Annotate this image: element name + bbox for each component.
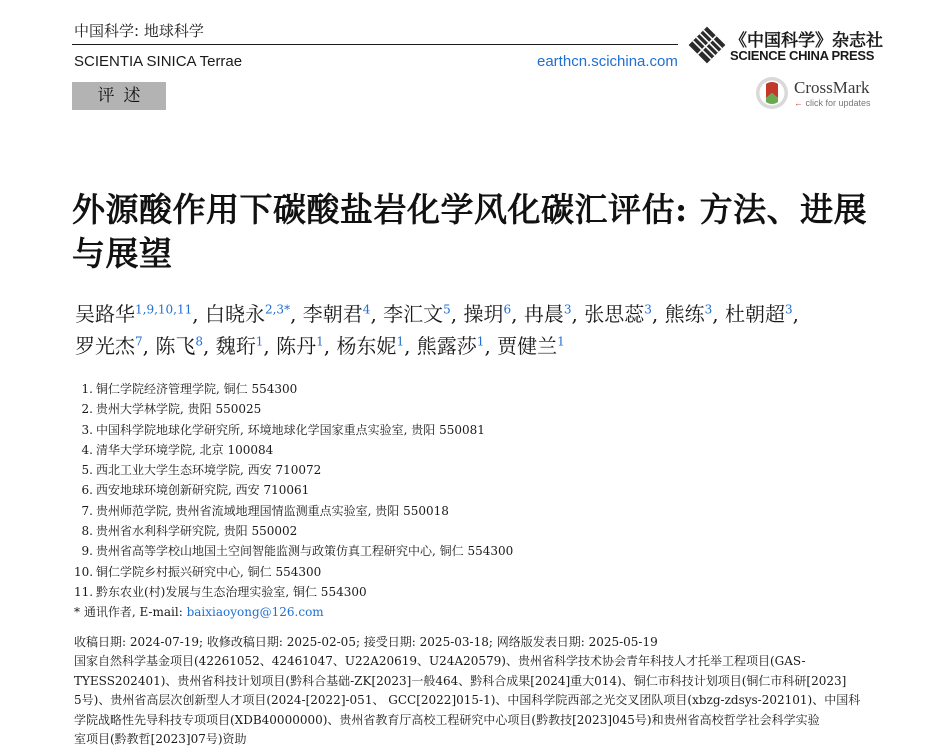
- author: [303, 302, 371, 326]
- header-divider: [72, 44, 678, 45]
- corresponding-author: [74, 602, 634, 622]
- author-affiliation-ref[interactable]: 3: [784, 302, 793, 317]
- author: [75, 302, 192, 326]
- affiliation-item: [74, 562, 634, 582]
- article-type-badge: 评述: [72, 82, 166, 110]
- affiliation-item: [74, 399, 634, 419]
- author: [155, 334, 203, 358]
- author-separator: ,: [712, 302, 725, 326]
- affiliation-list: [74, 379, 634, 623]
- affiliation-item: [74, 501, 634, 521]
- affiliation-number: 8.: [81, 524, 93, 539]
- affiliation-item: [74, 440, 634, 460]
- affiliation-item: [74, 480, 634, 500]
- affiliation-item: [74, 460, 634, 480]
- affiliation-number: 3.: [81, 422, 93, 437]
- author-name: 李汇文: [383, 302, 444, 326]
- journal-name-cn: 中国科学: 地球科学: [74, 22, 204, 40]
- author: [205, 302, 290, 326]
- author-affiliation-ref[interactable]: 1: [255, 334, 264, 349]
- affiliation-text: 西安地球环境创新研究院, 西安 710061: [96, 483, 310, 498]
- author: [75, 334, 143, 358]
- affiliation-text: 贵州省高等学校山地国土空间智能监测与政策仿真工程研究中心, 铜仁 554300: [96, 544, 514, 559]
- crossmark-label: CrossMark: [794, 78, 870, 97]
- author-separator: ,: [571, 302, 585, 326]
- author-affiliation-ref[interactable]: 1: [557, 334, 565, 349]
- affiliation-item: [74, 420, 634, 440]
- corresponding-email-link[interactable]: baixiaoyong@126.com: [186, 605, 324, 620]
- author: [216, 334, 264, 358]
- affiliation-text: 黔东农业(村)发展与生态治理实验室, 铜仁 554300: [96, 584, 367, 599]
- corresponding-label: * 通讯作者, E-mail:: [74, 605, 187, 620]
- crossmark-button[interactable]: [755, 74, 875, 114]
- author: [584, 302, 652, 326]
- publisher-name-en: SCIENCE CHINA PRESS: [730, 48, 875, 63]
- affiliation-number: 1.: [81, 382, 93, 396]
- journal-url-link[interactable]: earthcn.scichina.com: [537, 53, 678, 70]
- author-name: 陈飞: [155, 334, 196, 358]
- author-affiliation-ref[interactable]: 1: [396, 334, 405, 349]
- funding-line: 学院战略性先导科技专项项目(XDB40000000)、贵州省教育厅高校工程研究中心项目(黔教技[2023]045号)和贵州省高校哲学社会科学实验: [74, 712, 820, 727]
- author-separator: ,: [323, 334, 337, 358]
- article-title: 外源酸作用下碳酸盐岩化学风化碳汇评估: 方法、进展与展望: [72, 190, 868, 273]
- affiliation-text: 贵州大学林学院, 贵阳 550025: [96, 402, 262, 417]
- author: [665, 302, 713, 326]
- author-separator: ,: [142, 334, 156, 358]
- article-dates: 收稿日期: 2024-07-19; 收修改稿日期: 2025-02-05; 接受日期: 2025-03-18; 网络版发表日期: 2025-05-19: [74, 635, 658, 649]
- author-name: 冉晨: [523, 302, 564, 326]
- funding-line: TYESS202401)、贵州省科技计划项目(黔科合基础-ZK[2023]一般464、黔科合成果[2024]重大014)、铜仁市科技计划项目(铜仁市科研[2023]: [74, 673, 847, 688]
- author: [276, 334, 324, 358]
- author-name: 张思蕊: [584, 302, 645, 326]
- author: [524, 302, 572, 326]
- author-separator: ,: [290, 302, 303, 326]
- affiliation-text: 铜仁学院经济管理学院, 铜仁 554300: [96, 382, 298, 396]
- affiliation-number: 10.: [74, 564, 94, 579]
- author-separator: ,: [192, 302, 205, 326]
- publisher-brand[interactable]: [688, 24, 883, 68]
- author-name: 操玥: [463, 302, 504, 326]
- author-name: 吴路华: [75, 302, 135, 326]
- author-separator: ,: [450, 302, 464, 326]
- author-affiliation-ref[interactable]: 3: [563, 302, 572, 317]
- crossmark-sub-text: click for updates: [805, 98, 871, 108]
- author-affiliation-ref[interactable]: 3: [644, 302, 652, 317]
- author-separator: ,: [511, 302, 524, 326]
- author-affiliation-ref[interactable]: 1: [476, 334, 485, 349]
- affiliation-number: 5.: [81, 463, 93, 478]
- crossmark-sublabel: ← click for updates: [794, 98, 871, 108]
- author-separator: ,: [203, 334, 216, 358]
- author-name: 杜朝超: [724, 302, 785, 326]
- affiliation-text: 贵州师范学院, 贵州省流域地理国情监测重点实验室, 贵阳 550018: [96, 503, 449, 518]
- author-name: 陈丹: [276, 334, 317, 358]
- affiliation-item: [74, 541, 634, 561]
- publisher-name-cn: 《中国科学》杂志社: [730, 31, 883, 51]
- journal-name-en: SCIENTIA SINICA Terrae: [74, 53, 243, 70]
- affiliation-text: 贵州省水利科学研究院, 贵阳 550002: [96, 524, 298, 539]
- author: [497, 334, 565, 358]
- author: [725, 302, 793, 326]
- affiliation-number: 2.: [81, 402, 93, 417]
- affiliation-number: 4.: [81, 442, 93, 457]
- funding-line: 国家自然科学基金项目(42261052、42461047、U22A20619、U24A20579)、贵州省科学技术协会青年科技人才托举工程项目(GAS-: [74, 654, 806, 668]
- author-name: 贾健兰: [497, 334, 558, 358]
- author-name: 白晓永: [204, 302, 265, 326]
- affiliation-item: [74, 379, 634, 399]
- author-name: 熊练: [664, 302, 705, 326]
- affiliation-text: 清华大学环境学院, 北京 100084: [96, 442, 274, 457]
- affiliation-text: 西北工业大学生态环境学院, 西安 710072: [96, 463, 322, 478]
- author-affiliation-ref[interactable]: 1,9,10,11: [135, 302, 193, 317]
- affiliation-text: 铜仁学院乡村振兴研究中心, 铜仁 554300: [96, 564, 322, 579]
- author-affiliation-ref[interactable]: 6: [503, 302, 512, 317]
- author-affiliation-ref[interactable]: 4: [362, 302, 371, 317]
- author-affiliation-ref[interactable]: 3: [704, 302, 713, 317]
- author-separator: ,: [404, 334, 417, 358]
- funding-line: 室项目(黔教哲[2023]07号)资助: [74, 732, 247, 747]
- author-separator: ,: [370, 302, 384, 326]
- affiliation-number: 11.: [74, 584, 94, 599]
- funding-line: 5号)、贵州省高层次创新型人才项目(2024-[2022]-051、 GCC[2022]015-1)、中国科学院西部之光交叉团队项目(xbzg-zdsys-202101)、中国科: [74, 693, 861, 708]
- author: [464, 302, 512, 326]
- author-separator: ,: [263, 334, 277, 358]
- author-name: 李朝君: [302, 302, 363, 326]
- affiliation-item: [74, 582, 634, 602]
- author: [383, 302, 451, 326]
- affiliation-item: [74, 521, 634, 541]
- author-separator: ,: [484, 334, 498, 358]
- author: [336, 334, 404, 358]
- author-affiliation-ref[interactable]: 1: [316, 334, 324, 349]
- science-china-press-logo-icon: [688, 26, 726, 64]
- author-name: 杨东妮: [336, 334, 397, 358]
- author-affiliation-ref[interactable]: 8: [195, 334, 203, 349]
- author-list: [75, 298, 885, 362]
- author-separator: ,: [792, 302, 799, 326]
- author-affiliation-ref[interactable]: 7: [135, 334, 143, 349]
- author-affiliation-ref[interactable]: 2,3*: [264, 302, 291, 317]
- author-affiliation-ref[interactable]: 5: [443, 302, 451, 317]
- author-name: 魏珩: [215, 334, 256, 358]
- author: [417, 334, 485, 358]
- affiliation-text: 中国科学院地球化学研究所, 环境地球化学国家重点实验室, 贵阳 550081: [96, 422, 485, 437]
- funding-statement: [74, 652, 882, 750]
- affiliation-number: 7.: [81, 503, 93, 518]
- affiliation-number: 6.: [81, 483, 93, 498]
- author-name: 罗光杰: [75, 334, 135, 358]
- author-separator: ,: [651, 302, 665, 326]
- crossmark-icon: [755, 76, 789, 110]
- affiliation-number: 9.: [81, 544, 93, 559]
- author-name: 熊露莎: [416, 334, 477, 358]
